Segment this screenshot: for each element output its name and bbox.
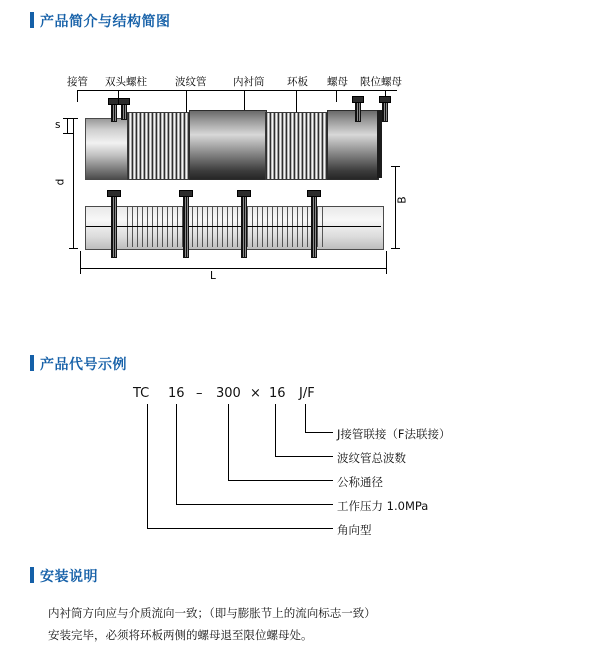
code-leader-v-type — [147, 404, 148, 528]
stud-lower-right — [311, 194, 317, 258]
stud-upper-right — [355, 100, 361, 122]
stud-lower-mid-1 — [183, 194, 189, 258]
callout-label-double-stud: 双头螺柱 — [105, 76, 147, 88]
section-title-installation: 安装说明 — [40, 569, 98, 585]
dim-l-line — [80, 268, 387, 269]
code-desc-waves: 波纹管总波数 — [337, 451, 406, 465]
liner-body — [189, 110, 267, 180]
code-leader-h-pressure — [176, 504, 333, 505]
section-title-bar-2 — [30, 355, 34, 371]
nut-upper-left-2 — [118, 98, 130, 105]
limit-nut-upper-right — [379, 96, 391, 103]
callout-label-limit-nut: 限位螺母 — [360, 76, 402, 88]
limit-stud-upper-right — [382, 100, 388, 122]
callout-label-nozzle: 接管 — [67, 76, 88, 88]
code-token-series: TC — [133, 386, 150, 401]
dim-b-line — [395, 166, 396, 248]
code-leader-v-pressure — [176, 404, 177, 504]
bellows-right — [265, 112, 329, 180]
dim-label-d: d — [54, 178, 67, 186]
callout-label-nut: 螺母 — [327, 76, 348, 88]
nut-upper-right — [352, 96, 364, 103]
dim-b-tick-bottom — [391, 248, 400, 249]
code-desc-pressure: 工作压力 1.0MPa — [337, 499, 429, 513]
callout-rail — [77, 90, 397, 91]
code-leader-h-waves — [275, 456, 333, 457]
stud-upper-left — [111, 102, 117, 122]
code-token-diameter: 300 — [216, 386, 241, 401]
stud-lower-left — [111, 194, 117, 258]
code-leader-v-diameter — [228, 404, 229, 480]
dim-s-tick-bottom — [63, 133, 73, 134]
callout-label-bellows: 波纹管 — [175, 76, 207, 88]
code-leader-h-type — [147, 528, 333, 529]
code-token-connection: J/F — [299, 386, 315, 401]
installation-note-2: 安装完毕，必须将环板两侧的螺母退至限位螺母处。 — [48, 628, 313, 642]
bellows-left — [127, 112, 191, 180]
dim-d-line — [73, 118, 74, 248]
dim-s-line — [67, 118, 68, 134]
code-designation-diagram — [0, 378, 600, 548]
code-leader-v-connection — [305, 404, 306, 432]
dim-label-s: s — [55, 119, 61, 131]
nozzle-left — [85, 118, 129, 180]
section-title-code: 产品代号示例 — [40, 357, 127, 373]
code-leader-h-diameter — [228, 480, 333, 481]
dim-label-b: B — [396, 196, 409, 204]
outline-centerline — [86, 226, 381, 227]
dim-d-tick-top — [69, 118, 78, 119]
code-leader-h-connection — [305, 432, 333, 433]
code-desc-connection: J接管联接（F法联接） — [337, 427, 451, 441]
stud-lower-mid-2 — [241, 194, 247, 258]
section-title-structure: 产品简介与结构简图 — [40, 14, 171, 30]
dim-label-l: L — [210, 270, 216, 282]
code-token-dash: – — [196, 386, 203, 401]
dim-d-tick-bottom — [69, 248, 78, 249]
leader-double-stud — [118, 90, 119, 98]
callout-label-liner: 内衬筒 — [233, 76, 265, 88]
right-body — [327, 110, 379, 180]
code-desc-type: 角向型 — [337, 523, 372, 537]
leader-nozzle — [77, 90, 78, 102]
section-title-bar-1 — [30, 12, 34, 28]
code-token-times: × — [250, 386, 261, 401]
dim-b-tick-top — [391, 166, 400, 167]
nut-lower-mid-2 — [237, 190, 251, 197]
callout-label-ring-plate: 环板 — [287, 76, 308, 88]
code-token-pressure: 16 — [168, 386, 185, 401]
code-token-waves: 16 — [269, 386, 286, 401]
structure-drawing — [55, 66, 555, 291]
dim-l-ext-left — [80, 251, 81, 269]
outline-hatching — [127, 207, 327, 247]
dim-l-ext-right — [386, 251, 387, 269]
nut-lower-left — [107, 190, 121, 197]
leader-nut — [336, 90, 337, 102]
code-leader-v-waves — [275, 404, 276, 456]
nut-lower-mid-1 — [179, 190, 193, 197]
code-desc-diameter: 公称通径 — [337, 475, 383, 489]
section-title-bar-3 — [30, 567, 34, 583]
nut-lower-right — [307, 190, 321, 197]
installation-note-1: 内衬筒方向应与介质流向一致；（即与膨胀节上的流向标志一致） — [48, 606, 376, 620]
